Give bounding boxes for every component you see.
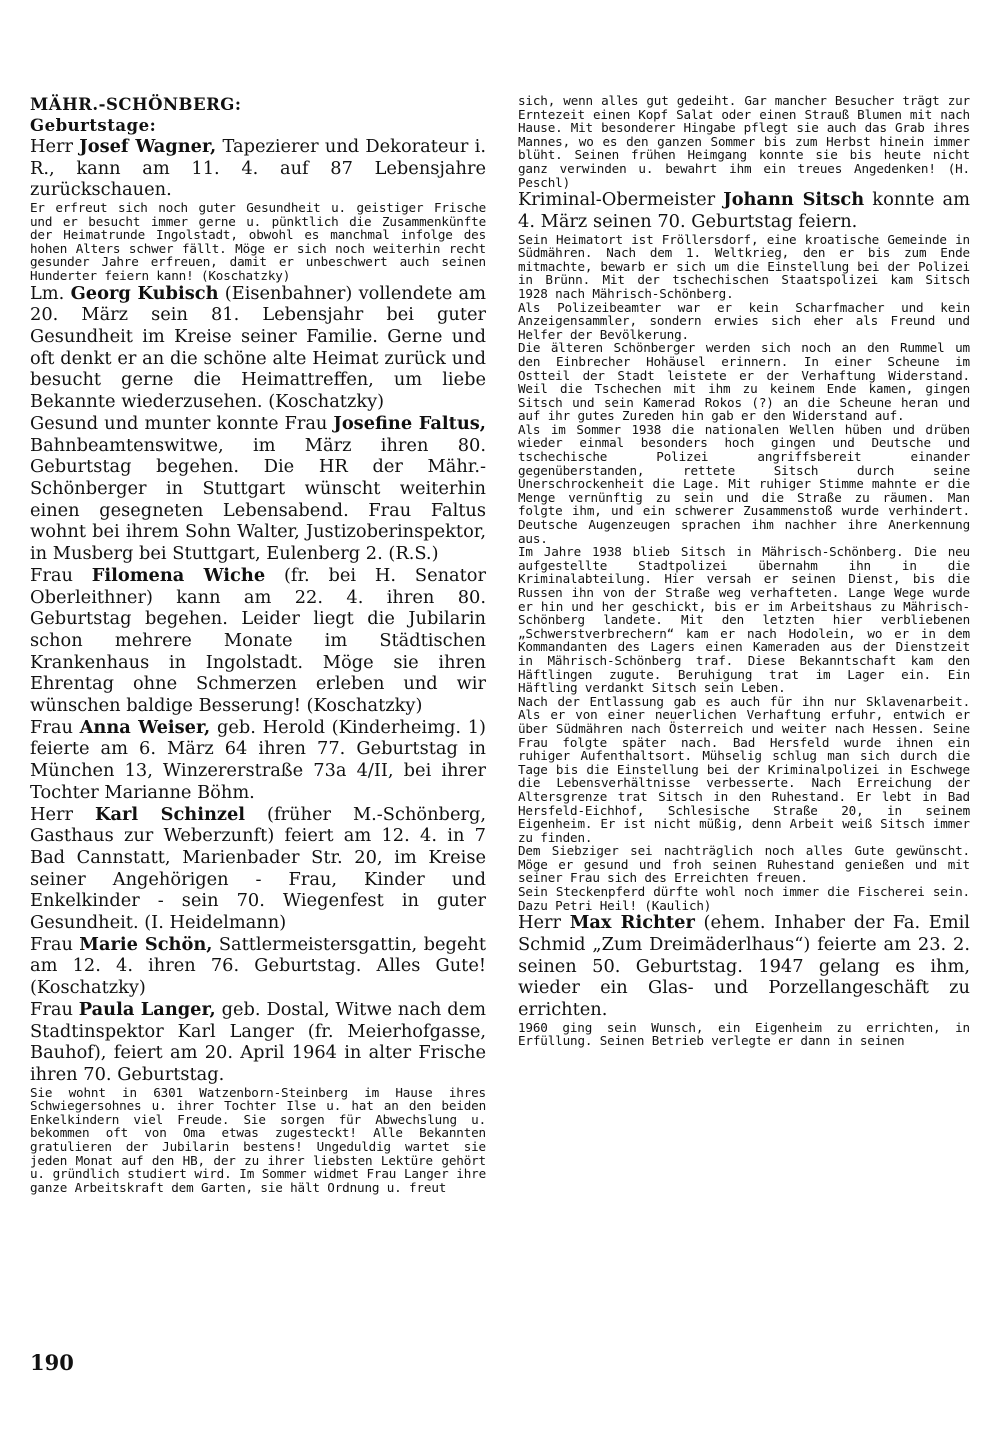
person-name: Marie Schön, <box>79 933 213 955</box>
person-name: Max Richter <box>569 912 695 934</box>
entry-faltus: Gesund und munter konnte Frau Josefine Faltus, Bahnbeamtenswitwe, im März ihren 80. Geburtstag begehen. Die HR der Mähr.-Schönberger in Stuttgart wünscht weiterhin einen gesegneten Lebensabend. Frau Faltus wohnt bei ihrem Sohn Walter, Justizoberinspektor, in Musberg bei Stuttgart, Eulenberg 2. (R.S.) <box>30 412 486 565</box>
section-heading: MÄHR.-SCHÖNBERG: <box>30 95 242 114</box>
person-name: Filomena Wiche <box>91 564 266 586</box>
person-name: Georg Kubisch <box>70 282 219 304</box>
left-column <box>30 94 486 1194</box>
page-number: 190 <box>30 1350 74 1375</box>
person-name: Anna Weiser, <box>79 716 211 738</box>
section-subheading: Geburtstage: <box>30 116 157 135</box>
entry-kubisch: Lm. Georg Kubisch (Eisenbahner) vollendete am 20. März sein 81. Lebensjahr bei guter Gesundheit im Kreise seiner Familie. Gerne und oft denkt er an die schöne alte Heimat zurück und besucht gerne die Heimattreffen, um liebe Bekannte wiederzusehen. (Koschatzky) <box>30 282 486 413</box>
entry-wagner: Herr Josef Wagner, Tapezierer und Dekorateur i. R., kann am 11. 4. auf 87 Lebensjahre zurückschauen. <box>30 136 486 201</box>
sitsch-paragraph: Als im Sommer 1938 die nationalen Wellen hüben und drüben wieder einmal besonders hoch gingen und Deutsche und tschechische Polizei angriffsbereit einander gegenüberstanden, rettete Sitsch durch seine Unerschrockenheit die Lage. Mit ruhiger Stimme mahnte er die Menge vernünftig zu sein und die Straße zu räumen. Man folgte ihm, und ein schwerer Zusammenstoß wurde verhindert. Deutsche Augenzeugen sprachen ihm nachher ihre Anerkennung aus. <box>518 421 970 546</box>
sitsch-paragraph: Sein Steckenpferd dürfte wohl noch immer die Fischerei sein. Dazu Petri Heil! (Kaulich) <box>518 884 970 913</box>
entry-sitsch: Kriminal-Obermeister Johann Sitsch konnte am 4. März seinen 70. Geburtstag feiern. <box>518 189 970 232</box>
entry-schoen: Frau Marie Schön, Sattlermeistersgattin, begeht am 12. 4. ihren 76. Geburtstag. Alles Gute! (Koschatzky) <box>30 933 486 999</box>
entry-langer: Frau Paula Langer, geb. Dostal, Witwe nach dem Stadtinspektor Karl Langer (fr. Meierhofgasse, Bauhof), feiert am 20. April 1964 in alter Frische ihren 70. Geburtstag. <box>30 998 486 1085</box>
sitsch-paragraph: Als Polizeibeamter war er kein Scharfmacher und kein Anzeigensammler, sondern erwies sich eher als Freund und Helfer der Bevölkerung. <box>518 299 970 342</box>
person-name: Karl Schinzel <box>95 803 246 825</box>
sitsch-paragraph: Sein Heimatort ist Fröllersdorf, eine kroatische Gemeinde in Südmähren. Nach dem 1. Weltkrieg, den er bis zum Ende mitmachte, bewarb er sich um die Einstellung bei der Polizei in Brünn. Mit der tschechischen Staatspolizei kam Sitsch 1928 nach Mährisch-Schönberg. <box>518 231 970 301</box>
entry-weiser: Frau Anna Weiser, geb. Herold (Kinderheimg. 1) feierte am 6. März 64 ihren 77. Geburtstag in München 13, Winzererstraße 73a 4/II, bei ihrer Tochter Marianne Böhm. <box>30 716 486 803</box>
person-name: Josefine Faltus, <box>333 412 486 434</box>
entry-wiche: Frau Filomena Wiche (fr. bei H. Senator Oberleithner) kann am 22. 4. ihren 80. Geburtstag begehen. Leider liegt die Jubilarin schon mehrere Monate im Städtischen Krankenhaus in Ingolstadt. Möge sie ihren Ehrentag ohne Schmerzen erleben und wir wünschen baldige Besserung! (Koschatzky) <box>30 564 487 717</box>
person-name: Johann Sitsch <box>723 189 865 211</box>
entry-schinzel: Herr Karl Schinzel (früher M.-Schönberg, Gasthaus zur Weberzunft) feiert am 12. 4. in 7 Bad Cannstatt, Marienbader Str. 20, im Kreise seiner Angehörigen - Frau, Kinder und Enkelkinder - sein 70. Wiegenfest in guter Gesundheit. (I. Heidelmann) <box>30 803 486 934</box>
right-column <box>518 94 970 1048</box>
sitsch-paragraph: Dem Siebziger sei nachträglich noch alles Gute gewünscht. Möge er gesund und froh seinen Ruhestand genießen und mit seiner Frau sich des Erreichten freuen. <box>518 843 970 886</box>
sitsch-paragraph: Die älteren Schönberger werden sich noch an den Rummel um den Einbrecher Hohäusel erinnern. In einer Scheune im Ostteil der Stadt leistete er der Verhaftung Widerstand. Weil die Tschechen mit ihm zu keinem Ende kamen, gingen Sitsch und sein Kamerad Rokos (?) an die Scheune heran und auf ihr gutes Zureden hin gab er den Widerstand auf. <box>518 340 970 424</box>
entry-richter: Herr Max Richter (ehem. Inhaber der Fa. Emil Schmid „Zum Dreimäderlhaus“) feierte am 23. 2. seinen 50. Geburtstag. 1947 gelang es ihm, wieder ein Glas- und Porzellangeschäft zu errichten. <box>518 912 970 1021</box>
entry-richter-detail: 1960 ging sein Wunsch, ein Eigenheim zu errichten, in Erfüllung. Seinen Betrieb verlegte er dann in seinen <box>518 1019 970 1049</box>
entry-langer-continued: sich, wenn alles gut gedeiht. Gar mancher Besucher trägt zur Erntezeit einen Kopf Salat oder einen Strauß Blumen mit nach Hause. Mit besonderer Hingabe pflegt sie auch das Grab ihres Mannes, wo es den ganzen Sommer bis zum Herbst hinein immer blüht. Seinen frühen Heimgang konnte sie bis heute nicht ganz verwinden u. bewahrt ihm ein treues Angedenken! (H. Peschl) <box>518 93 970 190</box>
sitsch-paragraph: Nach der Entlassung gab es auch für ihn nur Sklavenarbeit. Als er von einer neuerlichen Verhaftung erfuhr, entwich er über Südmähren nach Österreich und weiter nach Hessen. Seine Frau folgte später nach. Bad Hersfeld wurde ihnen ein ruhiger Aufenthaltsort. Mühselig schlug man sich durch die Tage bis die Einstellung bei der Kriminalpolizei in Eschwege die Lebensverhältnisse verbesserte. Nach Erreichung der Altersgrenze trat Sitsch in den Ruhestand. Er lebt in Bad Hersfeld-Eichhof, Schlesische Straße 20, in seinem Eigenheim. Er ist nicht müßig, denn Arbeit weiß Sitsch immer zu finden. <box>518 693 970 845</box>
entry-langer-detail: Sie wohnt in 6301 Watzenborn-Steinberg im Hause ihres Schwiegersohnes u. ihrer Tochter Ilse u. hat an den beiden Enkelkindern viel Freude. Sie sorgen für Abwechslung u. bekommen oft von Oma etwas zugesteckt! Alle Bekannten gratulieren der Jubilarin bestens! Ungeduldig wartet sie jeden Monat auf den HB, der zu ihrer liebsten Lektüre gehört u. gründlich studiert wird. Im Sommer widmet Frau Langer ihre ganze Arbeitskraft dem Garten, sie hält Ordnung u. freut <box>30 1084 486 1195</box>
entry-wagner-detail: Er erfreut sich noch guter Gesundheit u. geistiger Frische und er besucht immer gerne u. pünktlich die Zusammenkünfte der Heimatrunde Ingolstadt, obwohl es manchmal infolge des hohen Alters schwer fällt. Möge er sich noch weiterhin recht gesunder Jahre erfreuen, damit er unbeschwert auch seinen Hunderter feiern kann! (Koschatzky) <box>30 200 486 284</box>
person-name: Paula Langer, <box>78 998 216 1020</box>
sitsch-paragraph: Im Jahre 1938 blieb Sitsch in Mährisch-Schönberg. Die neu aufgestellte Stadtpolizei übernahm ihn in die Kriminalabteilung. Hier versah er seinen Dienst, bis die Russen ihn von der Straße weg verhafteten. Lange Wege wurde er hin und her geschickt, bis er im Arbeitshaus zu Mährisch-Schönberg landete. Mit den letzten hier verbliebenen „Schwerstverbrechern“ kam er nach Hodolein, wo er in dem Kommandanten des Lagers einen Kameraden aus der Dienstzeit in Mährisch-Schönberg traf. Diese Bekanntschaft kam den Häftlingen zugute. Beruhigung trat im Lager ein. Ein Häftling verdankt Sitsch sein Leben. <box>518 544 970 696</box>
person-name: Josef Wagner, <box>79 136 217 157</box>
